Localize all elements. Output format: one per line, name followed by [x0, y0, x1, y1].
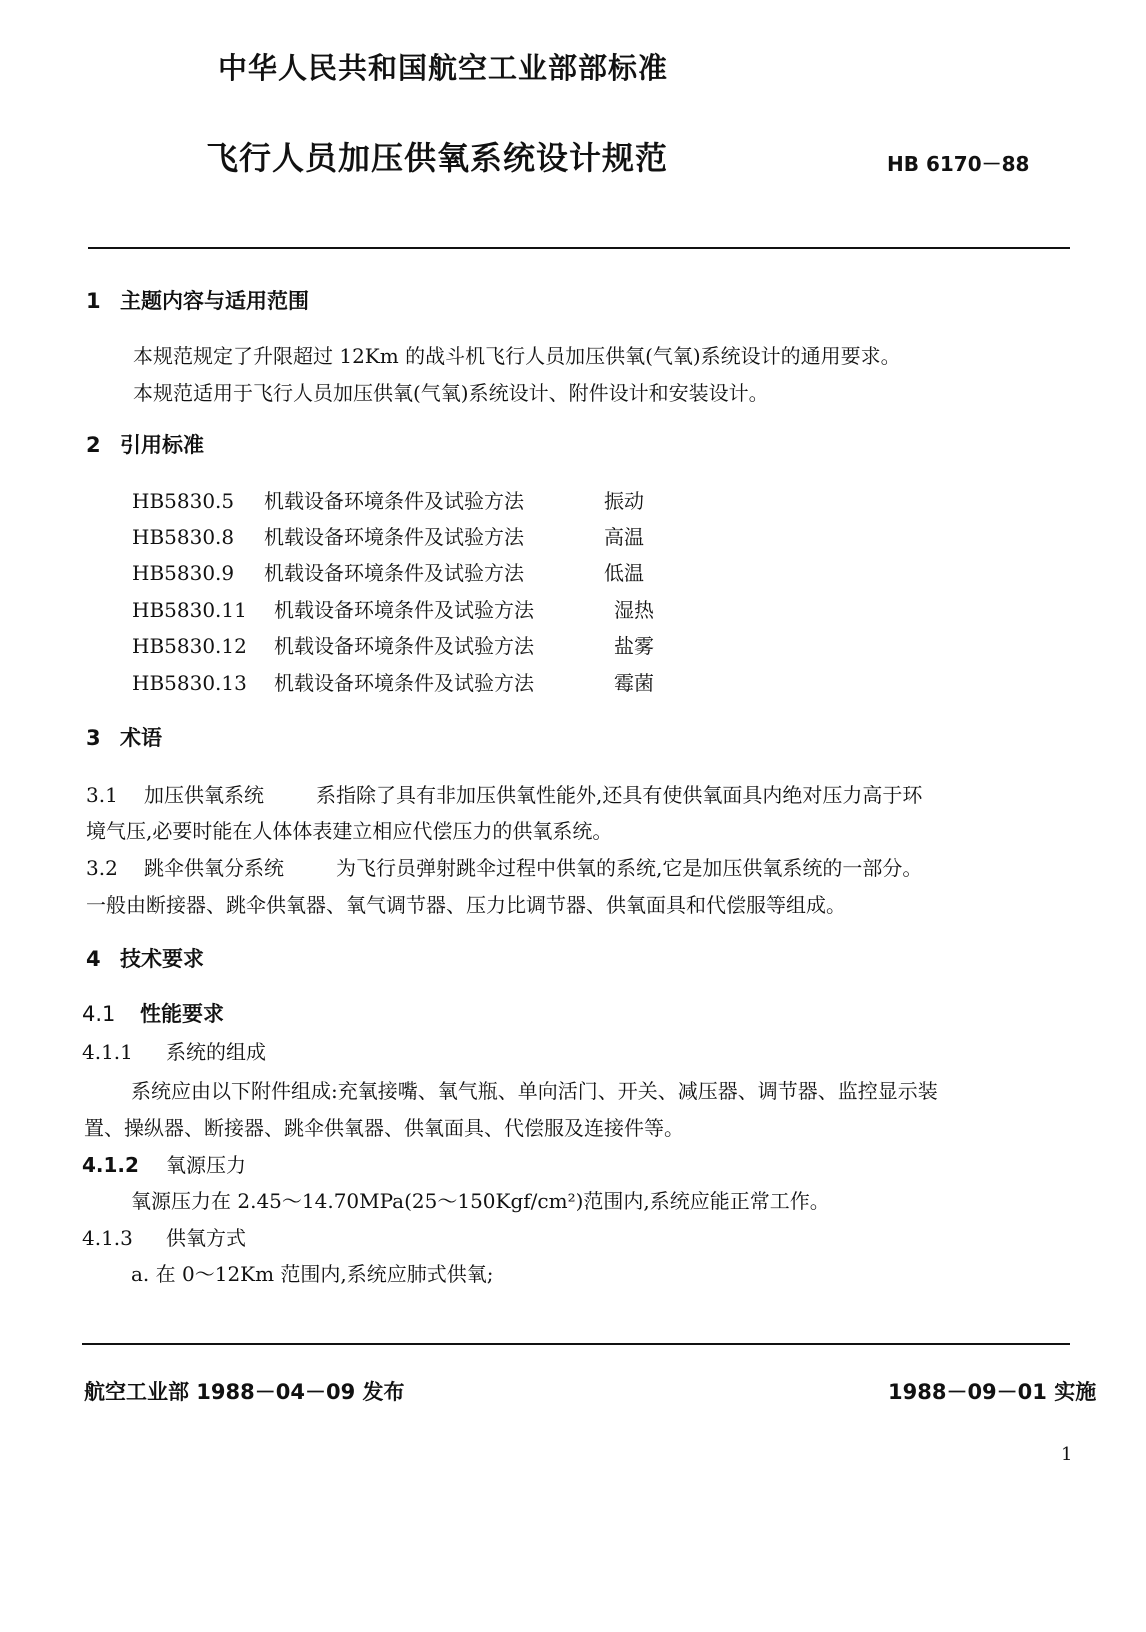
- section-number: 3: [86, 726, 101, 750]
- subsection-title: 氧源压力: [166, 1153, 246, 1177]
- reference-row: [132, 594, 654, 623]
- reference-code: HB5830.5: [132, 489, 235, 513]
- subsection-number: 4.1.3: [82, 1226, 133, 1250]
- section-3-heading: [86, 722, 162, 752]
- term-name: 跳伞供氧分系统: [144, 856, 284, 880]
- standard-code: HB 6170－88: [887, 152, 1030, 176]
- section-title: 引用标准: [120, 433, 204, 457]
- reference-item: 低温: [604, 561, 644, 585]
- document-title: 飞行人员加压供氧系统设计规范: [206, 139, 669, 177]
- subsection-title: 系统的组成: [166, 1040, 266, 1064]
- section-2-heading: [86, 429, 204, 459]
- subsection-number: 4.1: [82, 1002, 116, 1026]
- bottom-divider: [82, 1343, 1070, 1345]
- reference-row: [132, 667, 654, 696]
- subsection-4-1-2-heading: [82, 1149, 246, 1178]
- reference-name: 机载设备环境条件及试验方法: [274, 671, 534, 695]
- reference-code: HB5830.12: [132, 634, 247, 658]
- subsection-4-1-1-heading: [82, 1036, 266, 1065]
- reference-item: 高温: [604, 525, 644, 549]
- term-name: 加压供氧系统: [144, 783, 264, 807]
- reference-name: 机载设备环境条件及试验方法: [264, 489, 524, 513]
- reference-row: [132, 521, 644, 550]
- list-item: a. 在 0～12Km 范围内,系统应肺式供氧;: [131, 1262, 494, 1286]
- reference-code: HB5830.11: [132, 598, 247, 622]
- section-title: 主题内容与适用范围: [120, 289, 309, 313]
- reference-name: 机载设备环境条件及试验方法: [264, 525, 524, 549]
- reference-name: 机载设备环境条件及试验方法: [274, 634, 534, 658]
- term-definition: 为飞行员弹射跳伞过程中供氧的系统,它是加压供氧系统的一部分。: [336, 856, 923, 880]
- subsection-4-1-3-heading: [82, 1222, 246, 1251]
- paragraph-continued: 置、操纵器、断接器、跳伞供氧器、供氧面具、代偿服及连接件等。: [84, 1116, 684, 1140]
- term-definition-continued: 境气压,必要时能在人体体表建立相应代偿压力的供氧系统。: [86, 819, 613, 843]
- section-number: 2: [86, 433, 101, 457]
- top-divider: [88, 247, 1070, 249]
- reference-item: 霉菌: [614, 671, 654, 695]
- issuer-heading: 中华人民共和国航空工业部部标准: [218, 51, 669, 85]
- reference-row: [132, 485, 644, 514]
- term-3-2: [86, 852, 922, 881]
- reference-name: 机载设备环境条件及试验方法: [264, 561, 524, 585]
- reference-item: 盐雾: [614, 634, 654, 658]
- reference-code: HB5830.8: [132, 525, 235, 549]
- section-title: 术语: [120, 726, 162, 750]
- reference-row: [132, 630, 654, 659]
- paragraph: 本规范适用于飞行人员加压供氧(气氧)系统设计、附件设计和安装设计。: [133, 381, 769, 405]
- page-number: 1: [1061, 1444, 1073, 1465]
- reference-row: [132, 557, 644, 586]
- section-title: 技术要求: [120, 947, 204, 971]
- subsection-4-1-heading: [82, 998, 224, 1028]
- section-number: 1: [86, 289, 101, 313]
- subsection-number: 4.1.2: [82, 1153, 139, 1177]
- section-number: 4: [86, 947, 101, 971]
- reference-item: 湿热: [614, 598, 654, 622]
- term-definition-continued: 一般由断接器、跳伞供氧器、氧气调节器、压力比调节器、供氧面具和代偿服等组成。: [86, 893, 846, 917]
- term-number: 3.2: [86, 856, 118, 880]
- issue-date: 航空工业部 1988－04－09 发布: [84, 1380, 405, 1404]
- reference-code: HB5830.9: [132, 561, 235, 585]
- subsection-title: 性能要求: [140, 1002, 224, 1026]
- term-definition: 系指除了具有非加压供氧性能外,还具有使供氧面具内绝对压力高于环: [316, 783, 923, 807]
- paragraph: 本规范规定了升限超过 12Km 的战斗机飞行人员加压供氧(气氧)系统设计的通用要求。: [133, 344, 901, 368]
- reference-code: HB5830.13: [132, 671, 247, 695]
- effective-date: 1988－09－01 实施: [888, 1380, 1097, 1404]
- reference-item: 振动: [604, 489, 644, 513]
- paragraph: 系统应由以下附件组成:充氧接嘴、氧气瓶、单向活门、开关、减压器、调节器、监控显示装: [131, 1079, 938, 1103]
- paragraph: 氧源压力在 2.45～14.70MPa(25～150Kgf/cm²)范围内,系统应能正常工作。: [131, 1189, 830, 1213]
- reference-name: 机载设备环境条件及试验方法: [274, 598, 534, 622]
- subsection-number: 4.1.1: [82, 1040, 133, 1064]
- section-1-heading: [86, 285, 309, 315]
- section-4-heading: [86, 943, 204, 973]
- term-number: 3.1: [86, 783, 118, 807]
- term-3-1: [86, 779, 922, 808]
- subsection-title: 供氧方式: [166, 1226, 246, 1250]
